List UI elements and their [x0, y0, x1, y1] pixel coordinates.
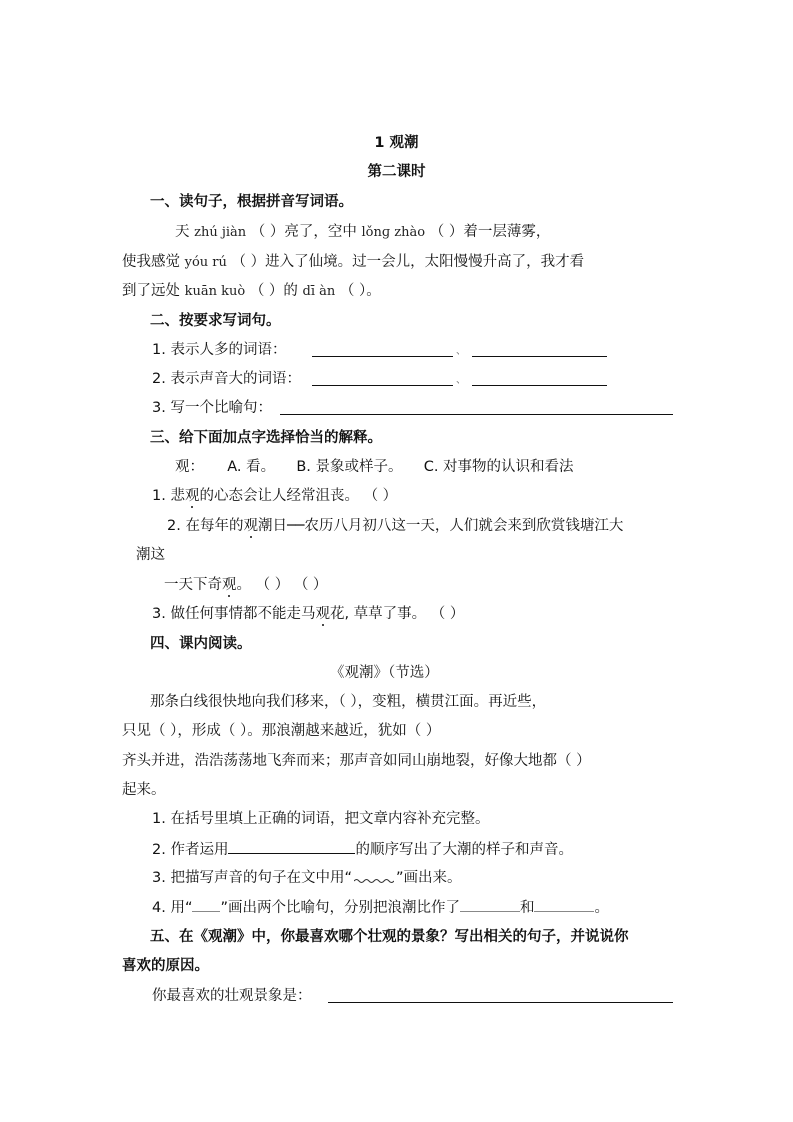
dotted-char: 观: [184, 488, 200, 504]
answer-blank[interactable]: [534, 897, 594, 912]
text: 1. 悲: [152, 488, 185, 504]
section3-q2: [167, 516, 623, 536]
text: （ ）进入了仙境。过一会儿，太阳慢慢升高了，我才看: [231, 254, 585, 270]
section2-heading: 二、按要求写词句。: [150, 313, 281, 329]
text: 2. 作者运用: [152, 842, 229, 858]
section1-line3: [122, 281, 381, 302]
dotted-char: 观: [243, 518, 258, 534]
dotted-char: 观: [222, 577, 237, 593]
option-b: B. 景象或样子。: [296, 459, 403, 475]
lesson-subtitle: 第二课时: [367, 164, 426, 180]
text: 到了远处: [122, 283, 180, 299]
passage-line: 起来。: [122, 782, 166, 798]
text: 的心态会让人经常沮丧。: [199, 488, 359, 504]
answer-blank[interactable]: [460, 897, 520, 912]
answer-paren[interactable]: （ ）: [255, 577, 290, 593]
text: 花, 草草了事。: [329, 606, 427, 622]
pinyin-dian: dī àn: [302, 284, 336, 299]
passage-line: 那条白线很快地向我们移来，（ ），变粗，横贯江面。再近些，: [150, 694, 547, 710]
option-a: A. 看。: [227, 459, 276, 475]
text: ”画出来。: [395, 870, 462, 886]
answer-blank[interactable]: [472, 342, 607, 357]
section1-line1: [175, 222, 550, 243]
document-title: 1 观潮: [374, 135, 419, 151]
section2-item2: [152, 369, 301, 389]
pinyin-youru: yóu rú: [184, 255, 227, 270]
answer-blank[interactable]: [228, 839, 355, 854]
item-label: 3. 写一个比喻句：: [152, 400, 272, 416]
answer-blank[interactable]: [328, 988, 673, 1003]
definition-options: [175, 457, 574, 477]
section3-q2-line3: [164, 575, 327, 595]
text: 3. 把描写声音的句子在文中用“: [152, 870, 352, 886]
reading-q4: [152, 897, 609, 918]
section3-q2-wrap: 潮这: [136, 547, 165, 563]
section5-answer-label: 你最喜欢的壮观景象是：: [152, 988, 312, 1004]
section1-line2: [122, 252, 584, 273]
reading-q2: [152, 839, 573, 860]
answer-blank[interactable]: [472, 371, 607, 386]
text: 。: [236, 577, 251, 593]
text: 4. 用“: [152, 900, 193, 916]
text: 的顺序写出了大潮的样子和声音。: [355, 842, 573, 858]
text: 使我感觉: [122, 254, 180, 270]
passage-line: 只见（ ），形成（ ）。那浪潮越来越近，犹如（ ）: [122, 723, 441, 739]
section3-heading: 三、给下面加点字选择恰当的解释。: [150, 430, 382, 446]
reading-q3: [152, 868, 461, 888]
text: 天: [175, 224, 190, 240]
passage-title: 《观潮》（节选）: [330, 665, 439, 681]
options-label: 观：: [175, 459, 204, 475]
passage-line: 齐头并进，浩浩荡荡地飞奔而来；那声音如同山崩地裂，好像大地都（ ）: [122, 753, 591, 769]
pinyin-zhujian: zhú jiàn: [194, 225, 247, 240]
separator: 、: [456, 346, 466, 357]
section3-q1: [152, 486, 397, 506]
text: 潮日──农历八月初八这一天，人们就会来到欣赏钱塘江大: [257, 518, 624, 534]
wavy-underline-icon: [352, 868, 396, 882]
text: ”画出两个比喻句，分别把浪潮比作了: [220, 900, 460, 916]
section1-heading: 一、读句子，根据拼音写词语。: [150, 194, 353, 210]
pinyin-kuankuo: kuān kuò: [184, 284, 246, 299]
answer-paren[interactable]: （ ）: [430, 606, 465, 622]
section2-item1: [152, 340, 286, 360]
text: （ ）着一层薄雾，: [429, 224, 551, 240]
text: 。: [594, 900, 609, 916]
dotted-char: 观: [315, 606, 330, 622]
answer-blank[interactable]: [312, 371, 453, 386]
section4-heading: 四、课内阅读。: [150, 636, 252, 652]
text: 和: [519, 900, 535, 916]
answer-blank[interactable]: [312, 342, 453, 357]
text: （ ）。: [339, 283, 381, 299]
text: 一天下奇: [164, 577, 222, 593]
answer-paren[interactable]: （ ）: [293, 577, 328, 593]
separator: 、: [456, 375, 466, 386]
reading-q1: 1. 在括号里填上正确的词语，把文章内容补充完整。: [152, 811, 490, 827]
section3-q3: [152, 604, 464, 624]
answer-blank[interactable]: [280, 400, 673, 415]
text: 3. 做任何事情都不能走马: [152, 606, 316, 622]
answer-paren[interactable]: （ ）: [363, 488, 398, 504]
option-c: C. 对事物的认识和看法: [423, 459, 574, 475]
item-label: 2. 表示声音大的词语：: [152, 371, 301, 387]
pinyin-longzhao: lǒnɡ zhào: [361, 225, 426, 240]
section5-heading-wrap: 喜欢的原因。: [122, 958, 209, 974]
text: （ ）亮了，空中: [250, 224, 357, 240]
straight-underline-icon: [192, 897, 220, 912]
text: （ ）的: [249, 283, 298, 299]
item-label: 1. 表示人多的词语：: [152, 342, 287, 358]
text: 2. 在每年的: [167, 518, 244, 534]
section2-item3: [152, 398, 272, 418]
section5-heading: 五、在《观潮》中，你最喜欢哪个壮观的景象？写出相关的句子，并说说你: [150, 929, 629, 945]
